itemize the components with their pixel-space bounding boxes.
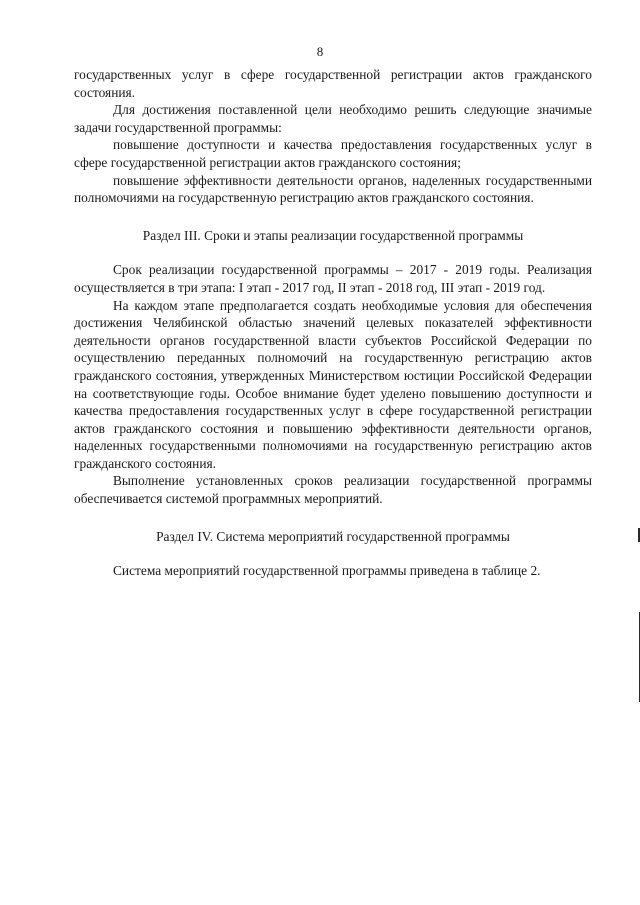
paragraph-measures-system: Система мероприятий государственной программы приведена в таблице 2.: [113, 563, 541, 579]
paragraph-deadline-fulfillment: Выполнение установленных сроков реализации государственной программы обеспечивается системой программных мероприятий.: [74, 473, 592, 507]
paragraph-program-term: Срок реализации государственной программы – 2017 - 2019 годы. Реализация осуществляется в три этапа: I этап - 2017 год, II этап - 2018 год, III этап - 2019 год.: [74, 262, 592, 295]
paragraph-task-efficiency: повышение эффективности деятельности органов, наделенных государственными полномочиями на государственную регистрацию актов гражданского состояния.: [74, 172, 592, 206]
section-3-heading: Раздел III. Сроки и этапы реализации государственной программы: [142, 227, 524, 243]
paragraph-stage-conditions: На каждом этапе предполагается создать необходимые условия для обеспечения достижения Челябинской областью значений целевых показателей эффективности деятельности органов государственной власти субъектов Российской Федерации по осуществлению переданных полномочий на государственную регистрацию актов гражданского состояния, утвержденных Министерством юстиции Российской Федерации на соответствующие годы. Особое внимание будет уделено повышению доступности и качества предоставления государственных услуг в сфере государственной регистрации актов гражданского состояния и повышению эффективности деятельности органов, наделенных государственными полномочиями на государственную регистрацию актов гражданского состояния.: [74, 297, 592, 471]
document-body: [74, 66, 592, 580]
page-number: 8: [316, 44, 324, 59]
paragraph-tasks-intro: Для достижения поставленной цели необходимо решить следующие значимые задачи государственной программы:: [74, 102, 592, 135]
paragraph-task-accessibility: повышение доступности и качества предоставления государственных услуг в сфере государственной регистрации актов гражданского состояния;: [74, 137, 592, 170]
paragraph-goal-continuation: государственных услуг в сфере государственной регистрации актов гражданского состояния.: [74, 67, 592, 100]
section-4-heading: Раздел IV. Система мероприятий государственной программы: [156, 528, 510, 544]
